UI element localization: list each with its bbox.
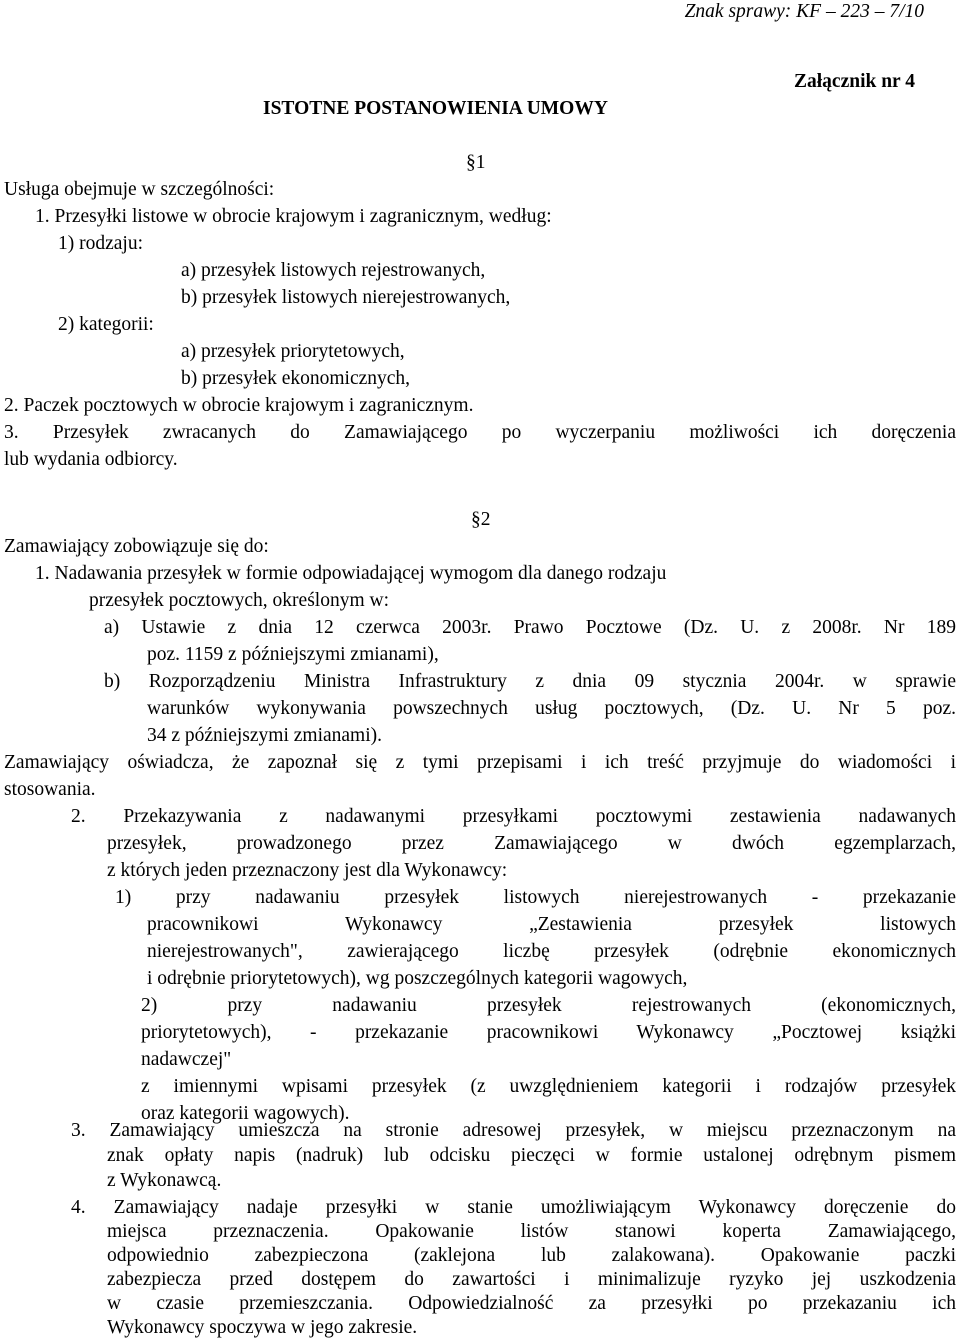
- list-item: a) przesyłek listowych rejestrowanych,: [181, 260, 486, 281]
- section1-intro: Usługa obejmuje w szczególności:: [4, 179, 275, 200]
- list-item: b) przesyłek listowych nierejestrowanych,: [181, 287, 511, 308]
- paragraph-line: a) Ustawie z dnia 12 czerwca 2003r. Prawo Pocztowe (Dz. U. z 2008r. Nr 189: [104, 617, 956, 638]
- paragraph-line: 34 z późniejszymi zmianami).: [147, 725, 383, 746]
- list-item: 2) kategorii:: [58, 314, 154, 335]
- paragraph-line: 4. Zamawiający nadaje przesyłki w stanie umożliwiającym Wykonawcy doręczenie do: [71, 1197, 956, 1218]
- paragraph-line: 2) przy nadawaniu przesyłek rejestrowanych (ekonomicznych,: [141, 995, 956, 1016]
- list-item: 3. Przesyłek zwracanych do Zamawiającego po wyczerpaniu możliwości ich doręczenia: [4, 422, 956, 443]
- paragraph-line: przesyłek pocztowych, określonym w:: [89, 590, 390, 611]
- paragraph-line: priorytetowych), - przekazanie pracownikowi Wykonawcy „Pocztowej książki: [141, 1022, 956, 1043]
- paragraph-line: Wykonawcy spoczywa w jego zakresie.: [107, 1317, 418, 1338]
- paragraph-line: w czasie przemieszczania. Odpowiedzialność za przesyłki po przekazaniu ich: [107, 1293, 956, 1314]
- section-mark-1: §1: [466, 152, 486, 173]
- paragraph-line: 1. Nadawania przesyłek w formie odpowiadającej wymogom dla danego rodzaju: [35, 563, 667, 584]
- paragraph-line: b) Rozporządzeniu Ministra Infrastruktury z dnia 09 stycznia 2004r. w sprawie: [104, 671, 956, 692]
- paragraph-line: odpowiednio zabezpieczona (zaklejona lub zalakowana). Opakowanie paczki: [107, 1245, 956, 1266]
- list-item: a) przesyłek priorytetowych,: [181, 341, 405, 362]
- paragraph-line: Zamawiający oświadcza, że zapoznał się z tymi przepisami i ich treść przyjmuje do wiadomości i: [4, 752, 956, 773]
- paragraph-line: oraz kategorii wagowych).: [141, 1103, 350, 1124]
- paragraph-line: nierejestrowanych", zawierającego liczbę przesyłek (odrębnie ekonomicznych: [147, 941, 956, 962]
- paragraph-line: pracownikowi Wykonawcy „Zestawienia przesyłek listowych: [147, 914, 956, 935]
- section2-intro: Zamawiający zobowiązuje się do:: [4, 536, 269, 557]
- paragraph-line: 1) przy nadawaniu przesyłek listowych nierejestrowanych - przekazanie: [115, 887, 956, 908]
- paragraph-line: stosowania.: [4, 779, 96, 800]
- case-reference: Znak sprawy: KF – 223 – 7/10: [684, 1, 924, 22]
- paragraph-line: z których jeden przeznaczony jest dla Wykonawcy:: [107, 860, 508, 881]
- list-item: 1) rodzaju:: [58, 233, 144, 254]
- paragraph-line: z imiennymi wpisami przesyłek (z uwzględnieniem kategorii i rodzajów przesyłek: [141, 1076, 956, 1097]
- paragraph-line: poz. 1159 z późniejszymi zmianami),: [147, 644, 439, 665]
- paragraph-line: przesyłek, prowadzonego przez Zamawiającego w dwóch egzemplarzach,: [107, 833, 956, 854]
- paragraph-line: miejsca przeznaczenia. Opakowanie listów stanowi koperta Zamawiającego,: [107, 1221, 956, 1242]
- list-item: 1. Przesyłki listowe w obrocie krajowym i zagranicznym, według:: [35, 206, 552, 227]
- list-item: lub wydania odbiorcy.: [4, 449, 178, 470]
- paragraph-line: warunków wykonywania powszechnych usług pocztowych, (Dz. U. Nr 5 poz.: [147, 698, 956, 719]
- paragraph-line: 3. Zamawiający umieszcza na stronie adresowej przesyłek, w miejscu przeznaczonym na: [71, 1120, 956, 1141]
- list-item: b) przesyłek ekonomicznych,: [181, 368, 411, 389]
- attachment-label: Załącznik nr 4: [794, 71, 915, 92]
- paragraph-line: z Wykonawcą.: [107, 1170, 222, 1191]
- list-item: 2. Paczek pocztowych w obrocie krajowym i zagranicznym.: [4, 395, 474, 416]
- paragraph-line: 2. Przekazywania z nadawanymi przesyłkami pocztowymi zestawienia nadawanych: [71, 806, 956, 827]
- paragraph-line: zabezpiecza przed dostępem do zawartości i minimalizuje ryzyko jej uszkodzenia: [107, 1269, 956, 1290]
- section-mark-2: §2: [471, 509, 491, 530]
- paragraph-line: znak opłaty napis (nadruk) lub odcisku pieczęci w formie ustalonej odrębnym pismem: [107, 1145, 956, 1166]
- document-title: ISTOTNE POSTANOWIENIA UMOWY: [263, 98, 608, 119]
- paragraph-line: i odrębnie priorytetowych), wg poszczególnych kategorii wagowych,: [147, 968, 688, 989]
- paragraph-line: nadawczej": [141, 1049, 232, 1070]
